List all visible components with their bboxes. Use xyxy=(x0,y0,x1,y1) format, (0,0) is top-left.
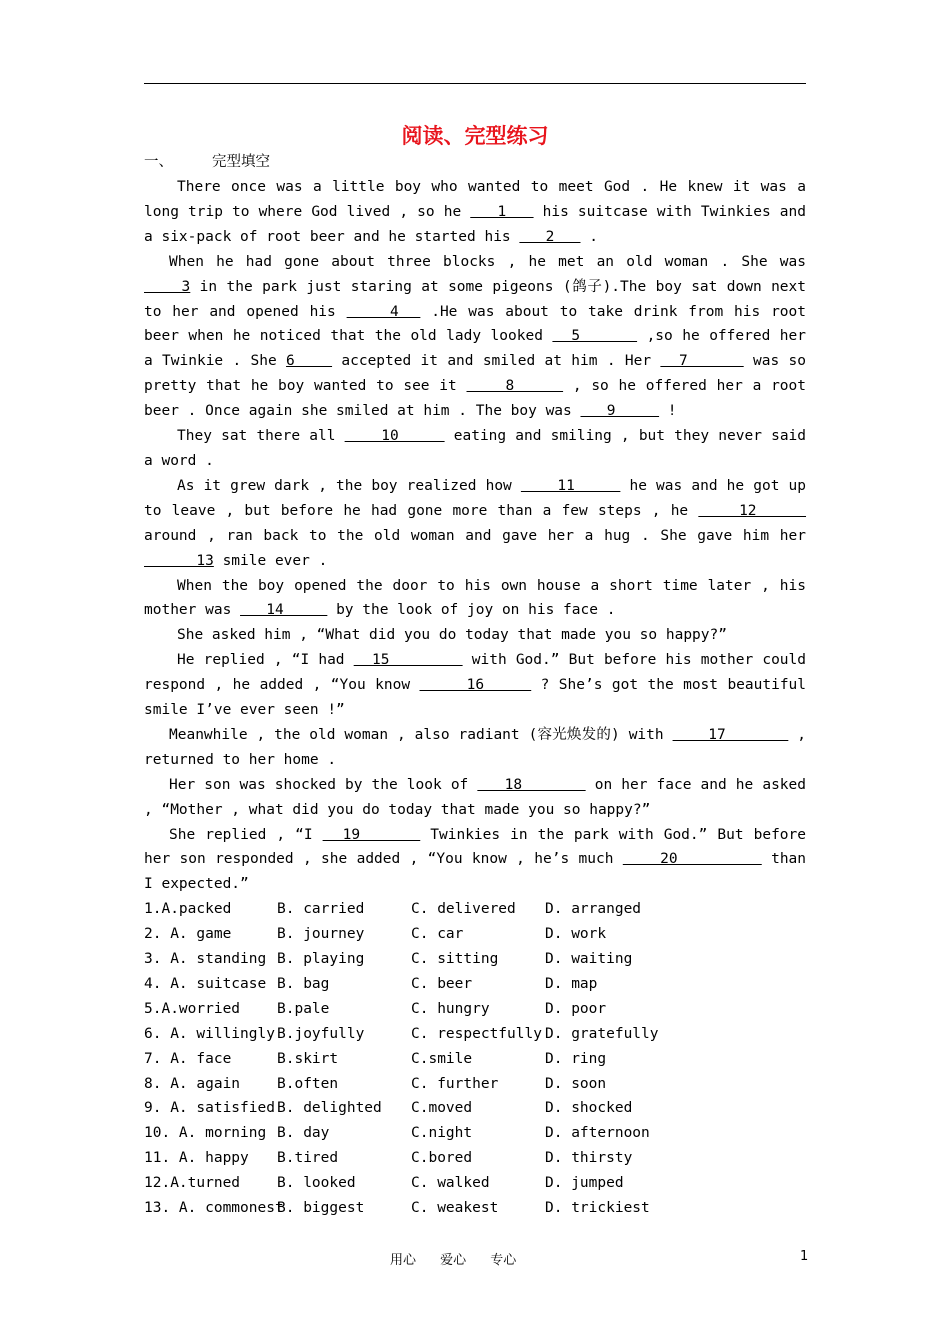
passage-text: When the boy opened the door to his own house a short time later , his mother was xyxy=(144,577,806,619)
passage-text: , returned to her home . xyxy=(144,726,806,768)
option-row xyxy=(144,1072,806,1097)
passage-text: with God.” But before his mother could respond , he added , “You know xyxy=(144,652,806,694)
answer-blank: 2 xyxy=(519,228,581,245)
passage-text: . xyxy=(580,228,598,245)
answer-blank: 7 xyxy=(660,353,744,370)
option-row xyxy=(144,997,806,1022)
passage-text: his suitcase with Twinkies and a six-pack of root beer and he started his xyxy=(144,203,806,245)
options-list xyxy=(144,897,806,1221)
passage-text: She asked him , “What did you do today that made you so happy?” xyxy=(177,627,727,644)
option-choice: D. ring xyxy=(545,1050,607,1067)
paragraph xyxy=(144,773,806,823)
option-choice: 1.A.packed xyxy=(144,901,232,918)
option-choice: C. sitting xyxy=(411,951,499,968)
option-choice: C. beer xyxy=(411,975,473,992)
passage-text: around , ran back to the old woman and gave her a hug . She gave him her xyxy=(144,527,806,544)
passage-text: in the park just staring at some pigeons (鸽子).The boy sat down next to her and opened his xyxy=(144,278,806,320)
paragraph xyxy=(144,175,806,250)
option-choice: C.moved xyxy=(411,1100,473,1117)
passage-text: She replied , “I xyxy=(169,826,323,843)
answer-blank: 16 xyxy=(419,677,532,694)
passage-text: Meanwhile , the old woman , also radiant (容光焕发的) with xyxy=(169,726,673,743)
option-choice: 8. A. again xyxy=(144,1075,241,1092)
header-rule xyxy=(144,83,806,84)
answer-blank: 19 xyxy=(322,826,421,843)
option-choice: C. car xyxy=(411,926,464,943)
option-row xyxy=(144,1146,806,1171)
paragraph xyxy=(144,574,806,624)
section-label: 完型填空 xyxy=(212,154,270,170)
option-row xyxy=(144,1096,806,1121)
option-choice: C. further xyxy=(411,1075,499,1092)
option-row xyxy=(144,1047,806,1072)
option-choice: C. hungry xyxy=(411,1000,490,1017)
answer-blank: 11 xyxy=(520,477,621,494)
option-choice: C. respectfully xyxy=(411,1025,542,1042)
option-choice: 2. A. game xyxy=(144,926,232,943)
paragraph xyxy=(144,250,806,424)
paragraph xyxy=(144,648,806,723)
passage-text: When he had gone about three blocks , he met an old woman . She was xyxy=(169,253,806,270)
option-choice: D. waiting xyxy=(545,951,633,968)
option-choice: D. trickiest xyxy=(545,1199,650,1216)
option-choice: B. looked xyxy=(277,1175,356,1192)
option-choice: C. delivered xyxy=(411,901,516,918)
answer-blank: 5 xyxy=(552,328,638,345)
passage-text: eating and smiling , but they never said a word . xyxy=(144,428,807,469)
answer-blank: 10 xyxy=(344,428,445,445)
option-choice: B.skirt xyxy=(277,1050,339,1067)
option-choice: B. delighted xyxy=(277,1100,382,1117)
answer-blank: 15 xyxy=(353,652,463,669)
passage-text: Twinkies in the park with God.” But before her son responded , she added , “You know , he’s much xyxy=(144,826,806,868)
option-row xyxy=(144,1121,806,1146)
paragraph xyxy=(144,823,806,898)
option-row xyxy=(144,1171,806,1196)
option-choice: B.joyfully xyxy=(277,1025,365,1042)
option-choice: B. carried xyxy=(277,901,365,918)
answer-blank: 14 xyxy=(240,602,328,619)
option-choice: C. walked xyxy=(411,1175,490,1192)
answer-blank: 6 xyxy=(286,353,333,370)
option-choice: B.pale xyxy=(277,1000,330,1017)
option-choice: 4. A. suitcase xyxy=(144,975,267,992)
option-choice: B. day xyxy=(277,1125,330,1142)
answer-blank: 12 xyxy=(698,502,807,519)
option-choice: D. shocked xyxy=(545,1100,633,1117)
answer-blank: 1 xyxy=(470,203,534,220)
passage-text: He replied , “I had xyxy=(177,652,354,669)
paragraph xyxy=(144,474,806,574)
answer-blank: 18 xyxy=(477,776,586,793)
option-row xyxy=(144,922,806,947)
option-row xyxy=(144,947,806,972)
option-choice: D. afternoon xyxy=(545,1125,650,1142)
passage-text: As it grew dark , the boy realized how xyxy=(177,477,521,494)
passage-text: than I expected.” xyxy=(144,851,807,893)
option-choice: B. bag xyxy=(277,975,330,992)
option-choice: D. soon xyxy=(545,1075,607,1092)
option-choice: D. thirsty xyxy=(545,1150,633,1167)
passage-text: ! xyxy=(659,403,677,420)
passage-text: , so he offered her a root beer . Once again she smiled at him . The boy was xyxy=(144,378,806,420)
option-row xyxy=(144,972,806,997)
passage-text: .He was about to take drink from his root beer when he noticed that the old lady looked xyxy=(144,303,807,345)
option-row xyxy=(144,1022,806,1047)
option-choice: B. playing xyxy=(277,951,365,968)
answer-blank: 9 xyxy=(580,403,660,420)
passage-text: ? She’s got the most beautiful smile I’ve ever seen !” xyxy=(144,677,807,719)
option-choice: 9. A. satisfied xyxy=(144,1100,275,1117)
answer-blank: 8 xyxy=(466,378,564,395)
passage-text: They sat there all xyxy=(177,428,345,445)
option-choice: 12.A.turned xyxy=(144,1175,241,1192)
option-choice: D. poor xyxy=(545,1000,607,1017)
paragraph xyxy=(144,424,806,474)
option-choice: 7. A. face xyxy=(144,1050,232,1067)
option-choice: 5.A.worried xyxy=(144,1000,241,1017)
option-choice: B. biggest xyxy=(277,1199,365,1216)
answer-blank: 17 xyxy=(672,726,789,743)
option-choice: C. weakest xyxy=(411,1199,499,1216)
option-choice: 13. A. commonest xyxy=(144,1199,284,1216)
passage xyxy=(144,175,806,897)
page-title: 阅读、完型练习 xyxy=(401,124,549,148)
option-choice: D. map xyxy=(545,975,598,992)
document-body xyxy=(144,175,806,1221)
passage-text: Her son was shocked by the look of xyxy=(169,776,478,793)
passage-text: smile ever . xyxy=(213,552,328,569)
passage-text: he was and he got up to leave , but before he had gone more than a few steps , he xyxy=(144,477,806,519)
option-choice: D. jumped xyxy=(545,1175,624,1192)
option-choice: 10. A. morning xyxy=(144,1125,267,1142)
option-choice: 11. A. happy xyxy=(144,1150,249,1167)
answer-blank: 20 xyxy=(622,851,762,868)
passage-text: ,so he offered her a Twinkie . She xyxy=(144,328,806,370)
paragraph xyxy=(144,723,806,773)
footer-motto: 用心 爱心 专心 xyxy=(390,1253,517,1268)
answer-blank: 4 xyxy=(346,303,421,320)
option-choice: B.tired xyxy=(277,1150,339,1167)
option-choice: 3. A. standing xyxy=(144,951,267,968)
option-choice: B. journey xyxy=(277,926,365,943)
option-row xyxy=(144,897,806,922)
passage-text: was so pretty that he boy wanted to see it xyxy=(144,353,806,395)
option-choice: D. work xyxy=(545,926,607,943)
answer-blank: 13 xyxy=(144,552,214,569)
passage-text: There once was a little boy who wanted to meet God . He knew it was a long trip to where God lived , so he xyxy=(144,179,806,220)
passage-text: on her face and he asked , “Mother , what did you do today that made you so happy?” xyxy=(144,776,806,818)
paragraph xyxy=(144,623,806,648)
option-choice: D. gratefully xyxy=(545,1025,659,1042)
page-number: 1 xyxy=(800,1249,809,1264)
passage-text: by the look of joy on his face . xyxy=(327,602,616,619)
section-number: 一、 xyxy=(144,154,173,170)
section-heading xyxy=(144,150,270,171)
option-choice: B.often xyxy=(277,1075,339,1092)
answer-blank: 3 xyxy=(144,278,191,295)
option-choice: C.night xyxy=(411,1125,473,1142)
option-choice: D. arranged xyxy=(545,901,642,918)
option-choice: C.smile xyxy=(411,1050,473,1067)
option-row xyxy=(144,1196,806,1221)
option-choice: 6. A. willingly xyxy=(144,1025,275,1042)
passage-text: accepted it and smiled at him . Her xyxy=(332,353,661,370)
option-choice: C.bored xyxy=(411,1150,473,1167)
